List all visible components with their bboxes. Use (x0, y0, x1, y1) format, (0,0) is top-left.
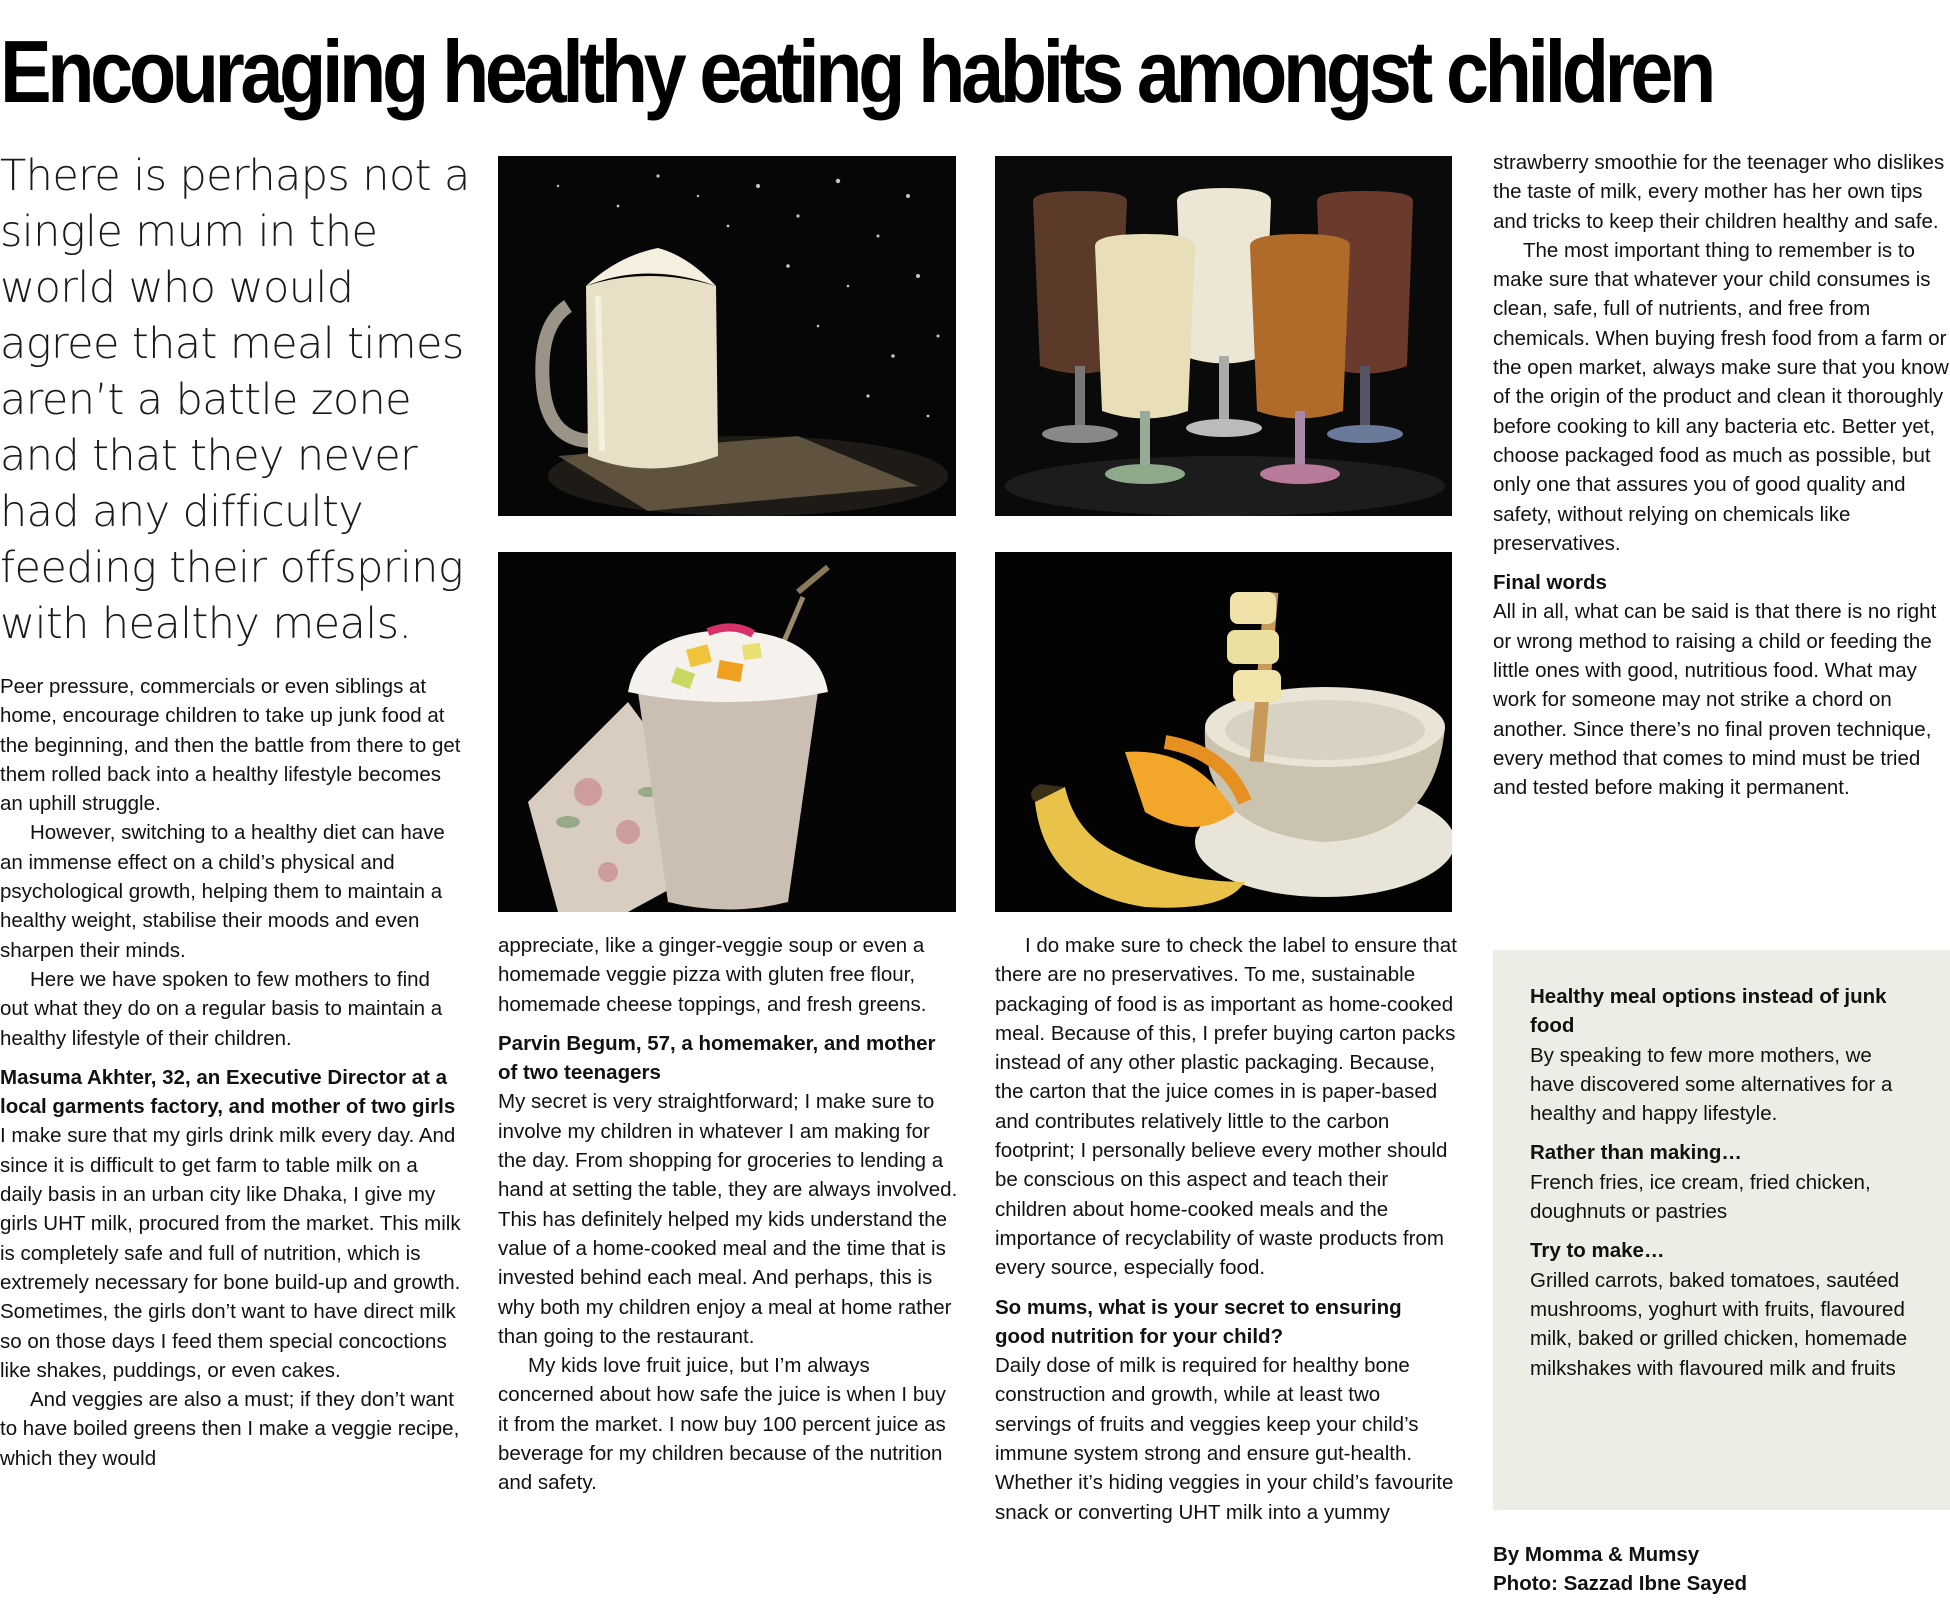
paragraph: However, switching to a healthy diet can have an immense effect on a child’s physical and psychological growth, helping them to maintain a healthy weight, stabilise their moods and even sharpen their minds. (0, 821, 445, 962)
photo-fruit-yoghurt (498, 552, 956, 912)
article-column-1 (0, 672, 462, 1473)
sidebar-heading: Healthy meal options instead of junk food (1530, 985, 1887, 1038)
subheading: Final words (1493, 571, 1607, 595)
intro-lead: There is perhaps not a single mum in the world who would agree that meal times aren’t a battle zone and that they never had any difficulty feeding their offspring with healthy meals. (0, 151, 470, 649)
paragraph: strawberry smoothie for the teenager who dislikes the taste of milk, every mother has her own tips and tricks to keep their children healthy and safe. (1493, 151, 1945, 233)
sidebar-heading: Try to make… (1530, 1239, 1665, 1263)
article-column-2 (498, 931, 960, 1498)
headline: Encouraging healthy eating habits amongst children (0, 22, 1712, 121)
paragraph: The most important thing to remember is to make sure that whatever your child consumes is clean, safe, full of nutrients, and free from chemicals. When buying fresh food from a farm or the open market, always make sure that you know of the origin of the product and clean it thoroughly before cooking to kill any bacteria etc. Better yet, choose packaged food as much as possible, but only one that assures you of good quality and safety, without relying on chemicals like preservatives. (1493, 238, 1949, 555)
paragraph: Daily dose of milk is required for healthy bone construction and growth, while at least two servings of fruits and veggies keep your child’s immune system strong and ensure gut-health. Whether it’s hiding veggies in your child’s favourite snack or converting UHT milk into a yummy (995, 1354, 1454, 1524)
sidebar-paragraph: Grilled carrots, baked tomatoes, sautéed mushrooms, yoghurt with fruits, flavoured milk, baked or grilled chicken, homemade milkshakes with flavoured milk and fruits (1530, 1268, 1908, 1380)
subheading: Masuma Akhter, 32, an Executive Director at a local garments factory, and mother of two girls (0, 1065, 456, 1119)
sidebar-healthy-options (1493, 950, 1950, 1510)
sidebar-paragraph: French fries, ice cream, fried chicken, doughnuts or pastries (1530, 1170, 1871, 1224)
paragraph: And veggies are also a must; if they don’t want to have boiled greens then I make a veggie recipe, which they would (0, 1388, 460, 1470)
paragraph: My kids love fruit juice, but I’m always concerned about how safe the juice is when I buy it from the market. I now buy 100 percent juice as beverage for my children because of the nutrition and safety. (498, 1354, 946, 1495)
paragraph: I do make sure to check the label to ensure that there are no preservatives. To me, sustainable packaging of food is as important as home-cooked meal. Because of this, I prefer buying carton packs instead of any other plastic packaging. Because, the carton that the juice comes in is paper-based and contributes relatively little to the carbon footprint; I personally believe every mother should be conscious on this aspect and teach their children about home-cooked meals and the importance of recyclability of waste products from every source, especially food. (995, 934, 1457, 1280)
subheading: So mums, what is your secret to ensuring good nutrition for your child? (995, 1295, 1402, 1348)
photo-credit: Photo: Sazzad Ibne Sayed (1493, 1572, 1748, 1596)
sidebar-heading: Rather than making… (1530, 1141, 1742, 1165)
article-column-3 (995, 931, 1457, 1527)
photo-bowl-banana (995, 552, 1452, 912)
paragraph: I make sure that my girls drink milk every day. And since it is difficult to get farm to table milk on a daily basis in an urban city like Dhaka, I give my girls UHT milk, procured from the market. This milk is completely safe and full of nutrition, which is extremely necessary for bone build-up and growth. Sometimes, the girls don’t want to have direct milk so on those days I feed them special concoctions like shakes, puddings, or even cakes. (0, 1124, 461, 1382)
paragraph: My secret is very straightforward; I make sure to involve my children in whatever I am making for the day. From shopping for groceries to lending a hand at setting the table, they are always involved. This has definitely helped my kids understand the value of a home-cooked meal and the time that is invested behind each meal. And perhaps, this is why both my children enjoy a meal at home rather than going to the restaurant. (498, 1090, 958, 1348)
photo-five-glasses (995, 156, 1452, 516)
paragraph: Here we have spoken to few mothers to find out what they do on a regular basis to maintain a healthy lifestyle of their children. (0, 967, 443, 1050)
article-column-4 (1493, 148, 1950, 803)
photo-milk-splash (498, 156, 956, 516)
paragraph: appreciate, like a ginger-veggie soup or even a homemade veggie pizza with gluten free flour, homemade cheese toppings, and fresh greens. (498, 934, 927, 1016)
byline (1493, 1540, 1950, 1599)
sidebar-paragraph: By speaking to few more mothers, we have discovered some alternatives for a healthy and happy lifestyle. (1530, 1043, 1893, 1126)
author-credit: By Momma & Mumsy (1493, 1543, 1700, 1566)
paragraph: Peer pressure, commercials or even siblings at home, encourage children to take up junk food at the beginning, and then the battle from there to get them rolled back into a healthy lifestyle becomes an uphill struggle. (0, 675, 461, 816)
subheading: Parvin Begum, 57, a homemaker, and mother of two teenagers (498, 1031, 936, 1085)
paragraph: All in all, what can be said is that there is no right or wrong method to raising a child or feeding the little ones with good, nutritious food. What may work for someone may not strike a chord on another. Since there’s no final proven technique, every method that comes to mind must be tried and tested before making it permanent. (1493, 600, 1937, 800)
